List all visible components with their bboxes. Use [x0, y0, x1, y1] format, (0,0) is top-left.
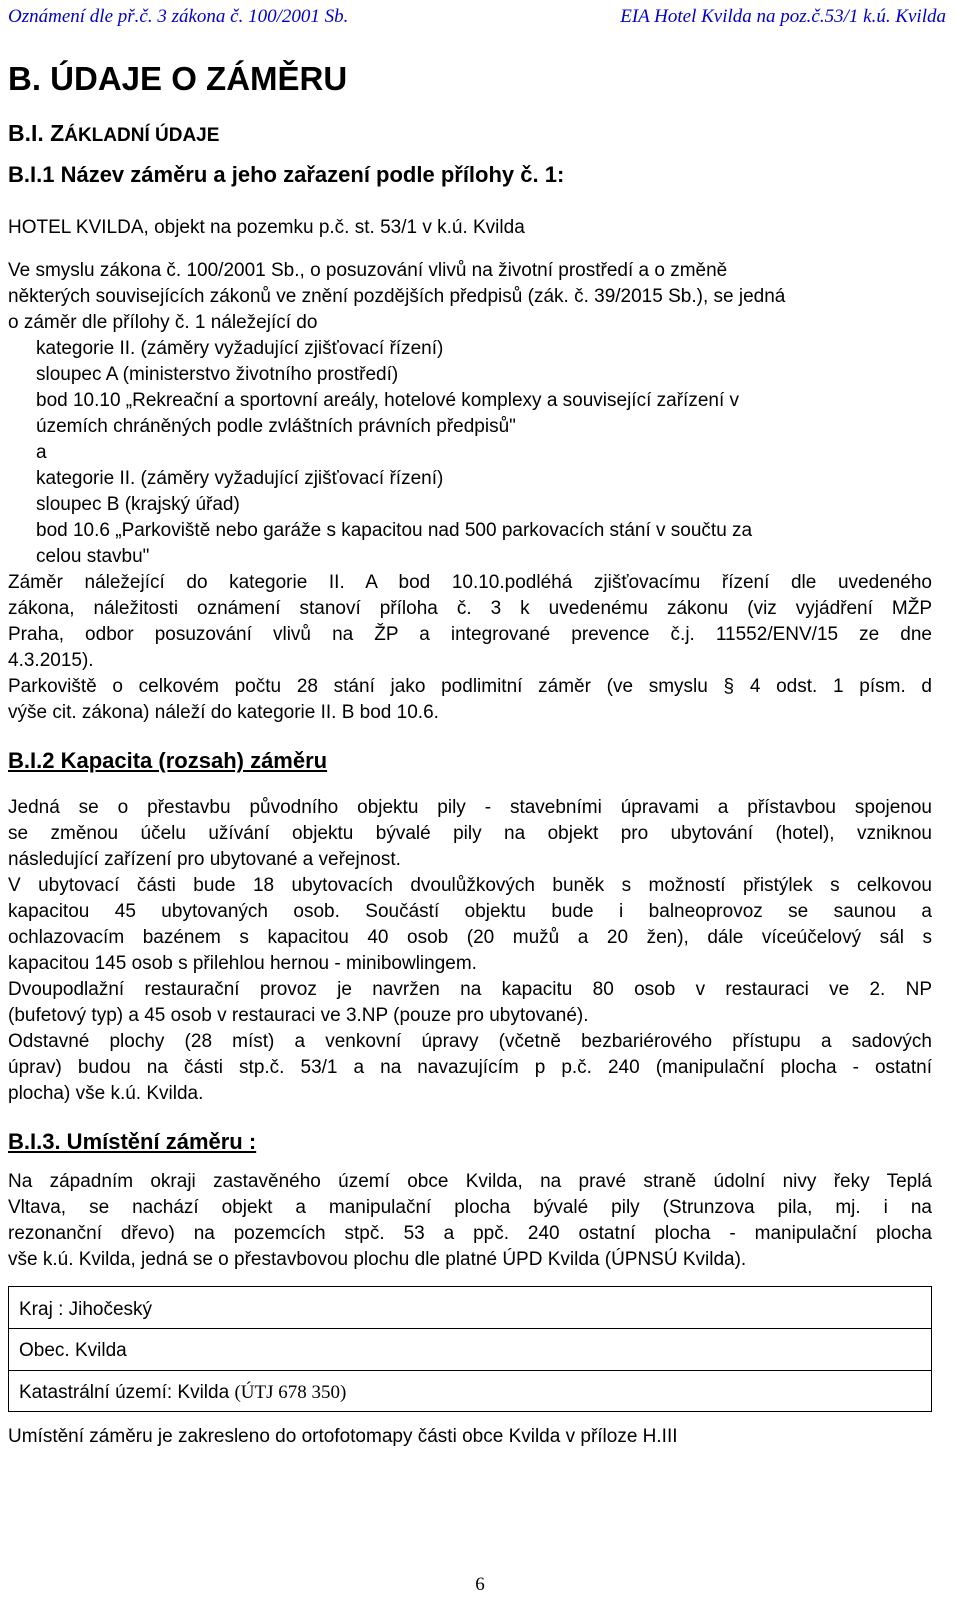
section-title: B. ÚDAJE O ZÁMĚRU: [8, 60, 348, 97]
map-note: Umístění záměru je zakresleno do ortofotomapy části obce Kvilda v příloze H.III: [8, 1426, 678, 1447]
s2-line: následující zařízení pro ubytované a veřejnost.: [8, 849, 401, 870]
s1-para-line: zákona, náležitosti oznámení stanoví příloha č. 3 k uvedenému zákonu (viz vyjádření MŽP: [8, 598, 932, 619]
s1-line: některých souvisejících zákonů ve znění pozdějších předpisů (zák. č. 39/2015 Sb.), se jedná: [8, 286, 786, 307]
header-right: EIA Hotel Kvilda na poz.č.53/1 k.ú. Kvilda: [620, 6, 946, 27]
category-line: kategorie II. (záměry vyžadující zjišťovací řízení): [36, 338, 444, 359]
s2-line: plocha) vše k.ú. Kvilda.: [8, 1083, 204, 1104]
header-left: Oznámení dle př.č. 3 zákona č. 100/2001 Sb.: [8, 6, 349, 27]
katastr-row: [19, 1382, 346, 1404]
s2-line: V ubytovací části bude 18 ubytovacích dvoulůžkových buněk s možností přistýlek s celkovou: [8, 875, 932, 896]
project-name: HOTEL KVILDA, objekt na pozemku p.č. st. 53/1 v k.ú. Kvilda: [8, 217, 525, 238]
s2-line: kapacitou 145 osob s přilehlou hernou - minibowlingem.: [8, 953, 477, 974]
subsection-title: [8, 120, 219, 147]
kraj-row: Kraj : Jihočeský: [19, 1299, 153, 1320]
s3-line: Vltava, se nachází objekt a manipulační plocha bývalé pily (Strunzova pila, mj. i na: [8, 1197, 932, 1218]
s1-para-line: Záměr náležející do kategorie II. A bod 10.10.podléhá zjišťovacímu řízení dle uvedeného: [8, 572, 932, 593]
subsection-title-prefix: B.I. Z: [8, 120, 65, 146]
heading-b-i-2: B.I.2 Kapacita (rozsah) záměru: [8, 748, 328, 773]
s2-line: (bufetový typ) a 45 osob v restauraci ve 3.NP (pouze pro ubytované).: [8, 1005, 589, 1026]
s2-line: úprav) budou na části stp.č. 53/1 a na navazujícím p p.č. 240 (manipulační plocha - ostatní: [8, 1057, 932, 1078]
s1-para-line: Parkoviště o celkovém počtu 28 stání jako podlimitní záměr (ve smyslu § 4 odst. 1 písm. d: [8, 676, 932, 697]
s1-para-line: 4.3.2015).: [8, 650, 94, 671]
category-line: bod 10.10 „Rekreační a sportovní areály, hotelové komplexy a související zařízení v: [36, 390, 740, 411]
row-divider: [9, 1370, 931, 1371]
heading-b-i-3: B.I.3. Umístění záměru :: [8, 1129, 257, 1154]
category-line: celou stavbu": [36, 546, 150, 567]
s1-para-line: Praha, odbor posuzování vlivů na ŽP a integrované prevence č.j. 11552/ENV/15 ze dne: [8, 624, 932, 645]
s2-line: Dvoupodlažní restaurační provoz je navržen na kapacitu 80 osob v restauraci ve 2. NP: [8, 979, 932, 1000]
category-line: a: [36, 442, 47, 463]
katastr-label: Katastrální území: Kvilda: [19, 1382, 235, 1403]
category-line: sloupec B (krajský úřad): [36, 494, 240, 515]
heading-b-i-1: B.I.1 Název záměru a jeho zařazení podle přílohy č. 1:: [8, 162, 565, 187]
row-divider: [9, 1328, 931, 1329]
s2-line: Odstavné plochy (28 míst) a venkovní úpravy (včetně bezbariérového přístupu a sadových: [8, 1031, 932, 1052]
s1-line: o záměr dle přílohy č. 1 náležející do: [8, 312, 318, 333]
category-line: územích chráněných podle zvláštních právních předpisů": [36, 416, 516, 437]
category-line: bod 10.6 „Parkoviště nebo garáže s kapacitou nad 500 parkovacích stání v součtu za: [36, 520, 753, 541]
subsection-title-rest: ÁKLADNÍ ÚDAJE: [64, 125, 220, 146]
location-box: [8, 1286, 932, 1412]
s2-line: kapacitou 45 ubytovaných osob. Součástí objektu bude i balneoprovoz se saunou a: [8, 901, 932, 922]
s2-line: ochlazovacím bazénem s kapacitou 40 osob (20 mužů a 20 žen), dále víceúčelový sál s: [8, 927, 932, 948]
s3-line: rezonanční dřevo) na pozemcích stpč. 53 a ppč. 240 ostatní plocha - manipulační plocha: [8, 1223, 932, 1244]
category-line: kategorie II. (záměry vyžadující zjišťovací řízení): [36, 468, 444, 489]
s3-line: Na západním okraji zastavěného území obce Kvilda, na pravé straně údolní nivy řeky Teplá: [8, 1171, 932, 1192]
category-line: sloupec A (ministerstvo životního prostředí): [36, 364, 399, 385]
katastr-code: (ÚTJ 678 350): [234, 1382, 347, 1403]
s3-line: vše k.ú. Kvilda, jedná se o přestavbovou plochu dle platné ÚPD Kvilda (ÚPNSÚ Kvilda).: [8, 1249, 747, 1270]
obec-row: Obec. Kvilda: [19, 1340, 127, 1361]
page-number: 6: [475, 1574, 485, 1595]
s2-line: se změnou účelu užívání objektu bývalé pily na objekt pro ubytování (hotel), vzniknou: [8, 823, 932, 844]
s1-para-line: výše cit. zákona) náleží do kategorie II. B bod 10.6.: [8, 702, 439, 723]
s1-line: Ve smyslu zákona č. 100/2001 Sb., o posuzování vlivů na životní prostředí a o změně: [8, 260, 728, 281]
s2-line: Jedná se o přestavbu původního objektu pily - stavebními úpravami a přístavbou spojenou: [8, 797, 932, 818]
